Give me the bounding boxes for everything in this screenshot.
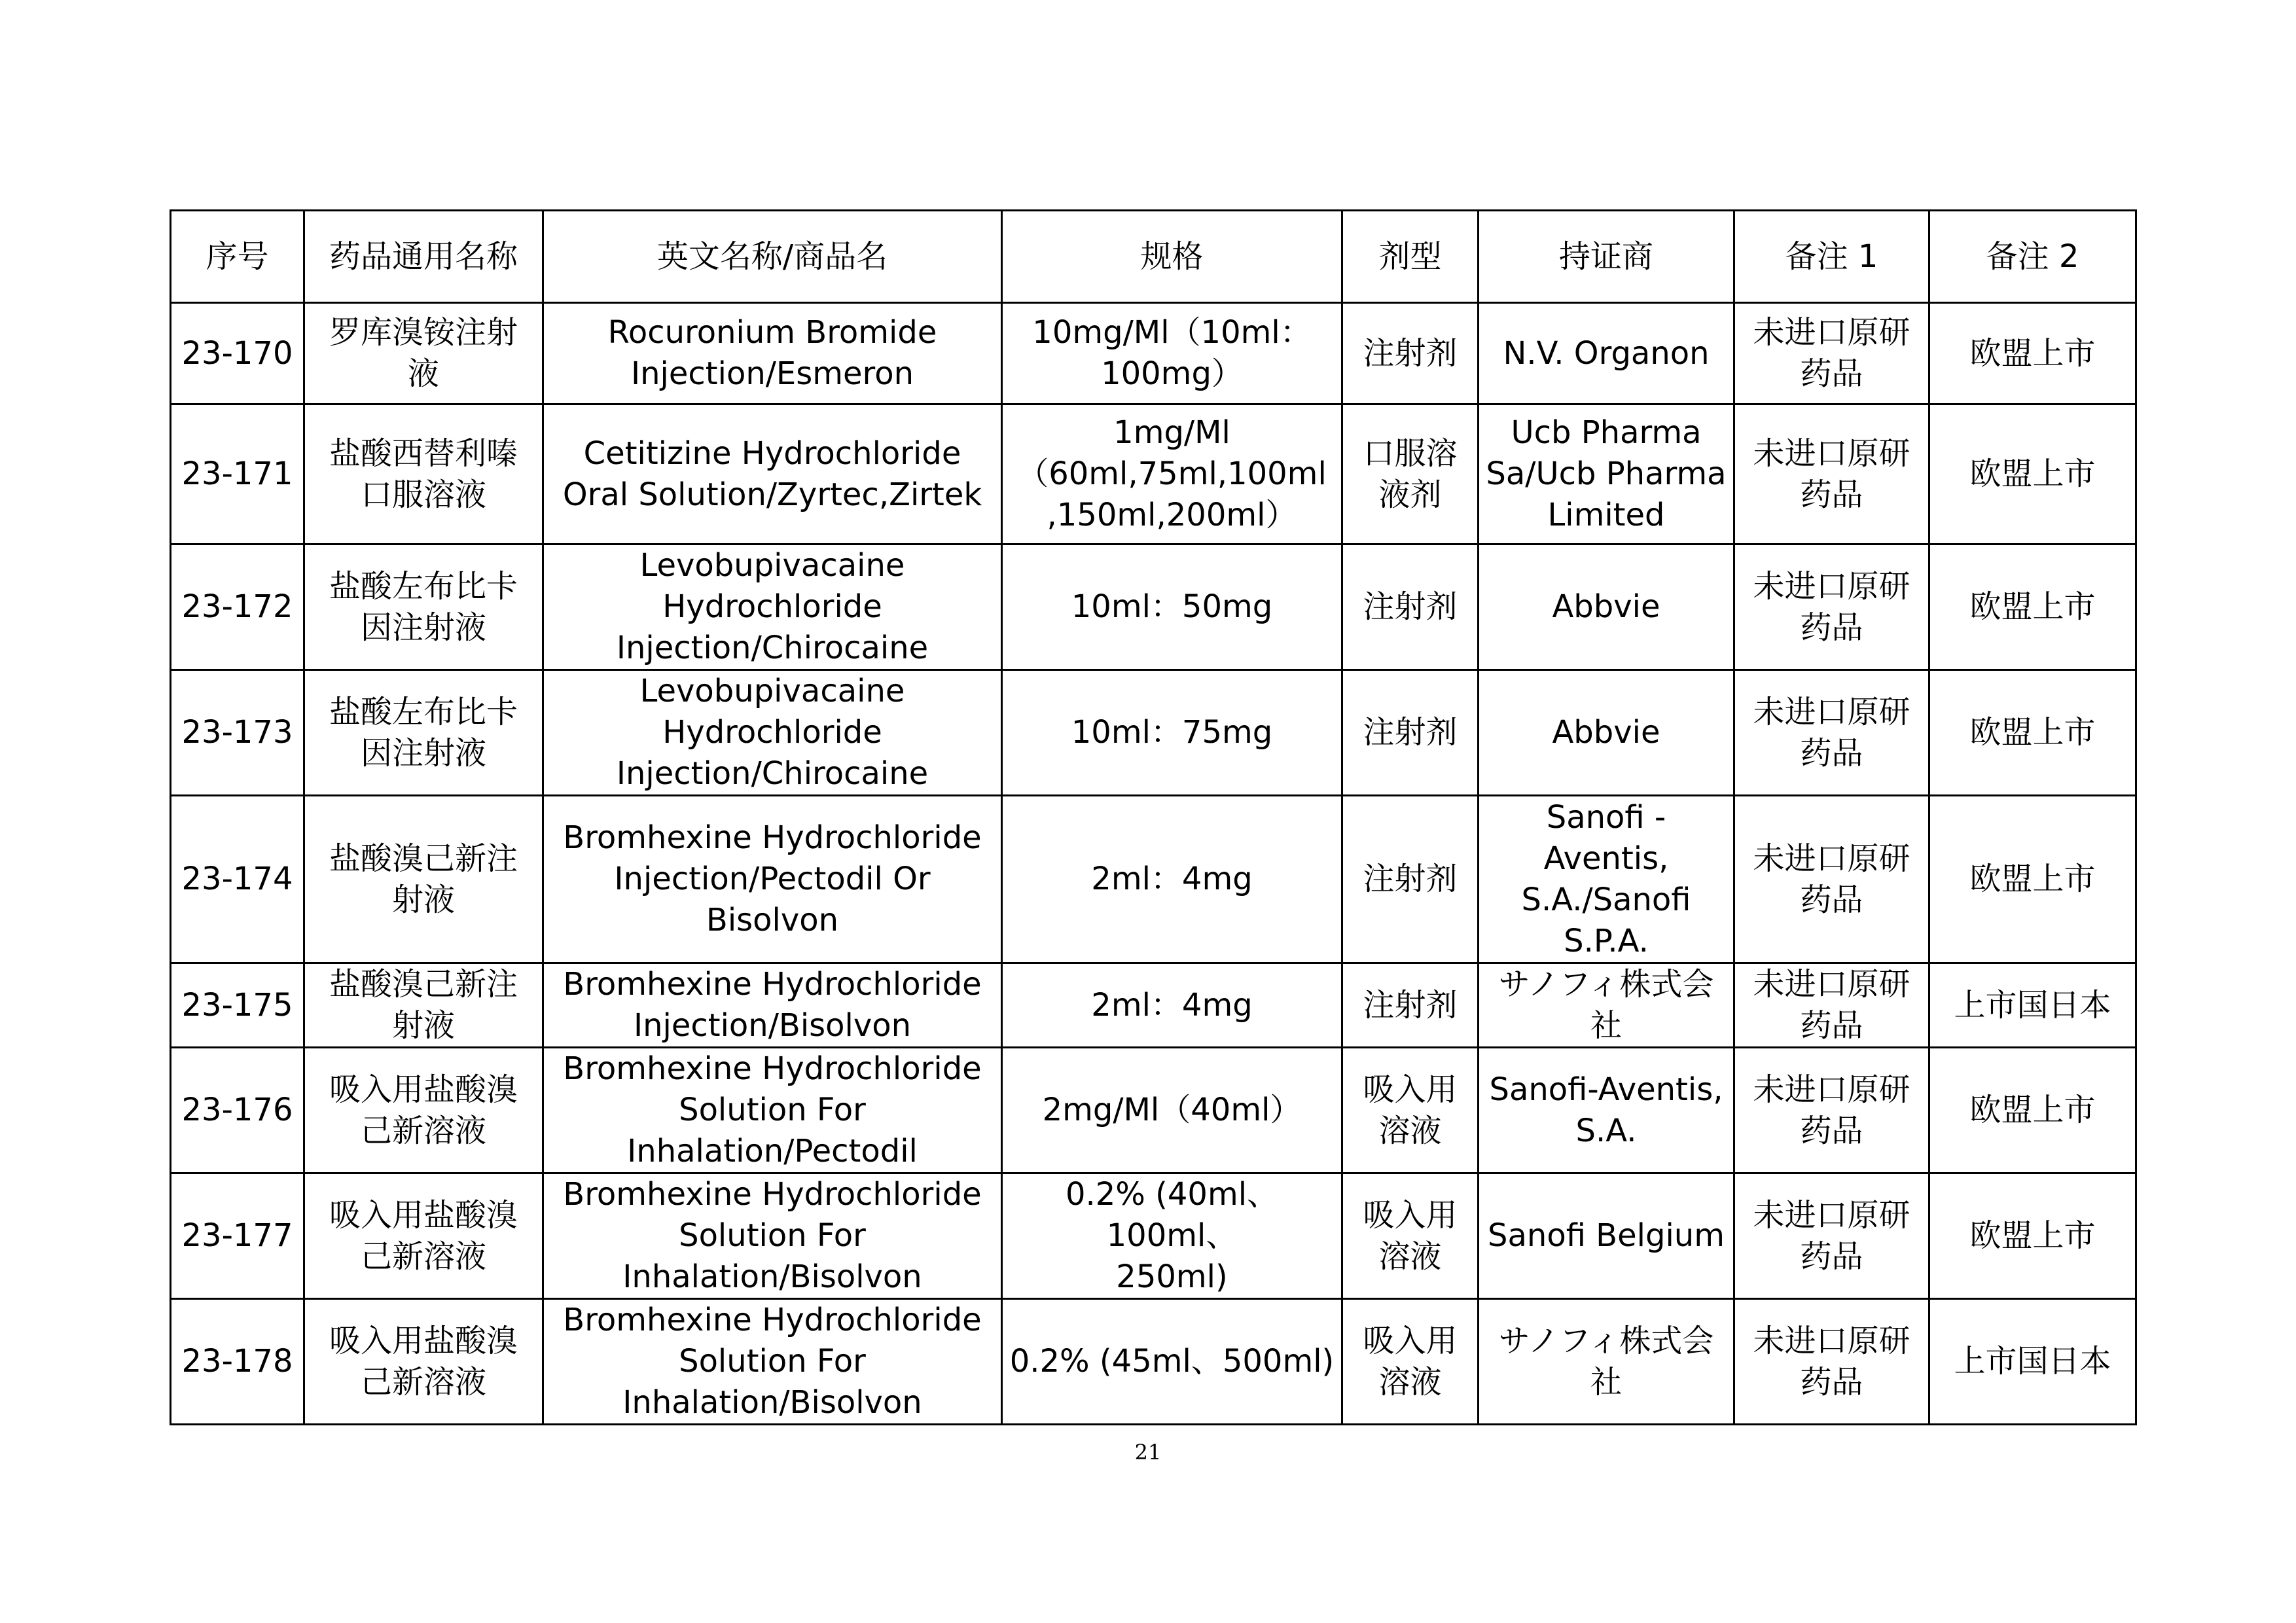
- cell-note-1: 未进口原研 药品: [1734, 544, 1929, 670]
- cell-serial-number: 23-174: [171, 796, 304, 963]
- table-row: [171, 796, 2136, 963]
- cell-specification: 1mg/Ml （60ml,75ml,100ml ,150ml,200ml）: [1002, 404, 1342, 544]
- cell-english-name: Rocuronium Bromide Injection/Esmeron: [543, 303, 1002, 404]
- cell-note-1: 未进口原研 药品: [1734, 303, 1929, 404]
- cell-serial-number: 23-172: [171, 544, 304, 670]
- cell-note-1: 未进口原研 药品: [1734, 963, 1929, 1048]
- cell-license-holder: サノフィ株式会 社: [1479, 1299, 1734, 1425]
- cell-english-name: Cetitizine Hydrochloride Oral Solution/Zyrtec,Zirtek: [543, 404, 1002, 544]
- page-number: 21: [1134, 1440, 1162, 1465]
- cell-note-1: 未进口原研 药品: [1734, 404, 1929, 544]
- table-row: [171, 303, 2136, 404]
- table-row: [171, 1048, 2136, 1173]
- cell-serial-number: 23-175: [171, 963, 304, 1048]
- header-serial-number: 序号: [171, 211, 304, 303]
- cell-english-name: Levobupivacaine Hydrochloride Injection/Chirocaine: [543, 670, 1002, 796]
- table-row: [171, 544, 2136, 670]
- drug-list-table: [170, 209, 2137, 1425]
- cell-generic-name: 盐酸左布比卡 因注射液: [304, 544, 543, 670]
- cell-dosage-form: 吸入用 溶液: [1342, 1048, 1479, 1173]
- cell-license-holder: Sanofi Belgium: [1479, 1173, 1734, 1299]
- cell-specification: 2ml：4mg: [1002, 796, 1342, 963]
- cell-note-2: 欧盟上市: [1929, 303, 2136, 404]
- cell-serial-number: 23-176: [171, 1048, 304, 1173]
- cell-english-name: Levobupivacaine Hydrochloride Injection/Chirocaine: [543, 544, 1002, 670]
- cell-note-2: 欧盟上市: [1929, 670, 2136, 796]
- cell-english-name: Bromhexine Hydrochloride Injection/Bisolvon: [543, 963, 1002, 1048]
- cell-english-name: Bromhexine Hydrochloride Solution For Inhalation/Pectodil: [543, 1048, 1002, 1173]
- cell-dosage-form: 注射剂: [1342, 963, 1479, 1048]
- header-row: [171, 211, 2136, 303]
- cell-dosage-form: 吸入用 溶液: [1342, 1173, 1479, 1299]
- cell-license-holder: N.V. Organon: [1479, 303, 1734, 404]
- cell-note-2: 欧盟上市: [1929, 1173, 2136, 1299]
- cell-english-name: Bromhexine Hydrochloride Injection/Pectodil Or Bisolvon: [543, 796, 1002, 963]
- table-row: [171, 1299, 2136, 1425]
- cell-dosage-form: 注射剂: [1342, 303, 1479, 404]
- cell-note-1: 未进口原研 药品: [1734, 1048, 1929, 1173]
- table-row: [171, 1173, 2136, 1299]
- cell-generic-name: 盐酸溴己新注 射液: [304, 963, 543, 1048]
- table-row: [171, 404, 2136, 544]
- header-license-holder: 持证商: [1479, 211, 1734, 303]
- cell-note-2: 欧盟上市: [1929, 796, 2136, 963]
- cell-license-holder: サノフィ株式会 社: [1479, 963, 1734, 1048]
- cell-serial-number: 23-170: [171, 303, 304, 404]
- cell-note-1: 未进口原研 药品: [1734, 1299, 1929, 1425]
- header-note-2: 备注 2: [1929, 211, 2136, 303]
- cell-note-1: 未进口原研 药品: [1734, 1173, 1929, 1299]
- table-body: [171, 303, 2136, 1425]
- header-note-1: 备注 1: [1734, 211, 1929, 303]
- cell-dosage-form: 注射剂: [1342, 544, 1479, 670]
- cell-specification: 10ml：50mg: [1002, 544, 1342, 670]
- cell-license-holder: Sanofi - Aventis, S.A./Sanofi S.P.A.: [1479, 796, 1734, 963]
- header-english-name: 英文名称/商品名: [543, 211, 1002, 303]
- cell-note-2: 上市国日本: [1929, 1299, 2136, 1425]
- cell-generic-name: 盐酸左布比卡 因注射液: [304, 670, 543, 796]
- cell-serial-number: 23-171: [171, 404, 304, 544]
- cell-generic-name: 吸入用盐酸溴 己新溶液: [304, 1299, 543, 1425]
- cell-specification: 2mg/Ml（40ml）: [1002, 1048, 1342, 1173]
- cell-english-name: Bromhexine Hydrochloride Solution For Inhalation/Bisolvon: [543, 1299, 1002, 1425]
- cell-note-1: 未进口原研 药品: [1734, 670, 1929, 796]
- cell-serial-number: 23-173: [171, 670, 304, 796]
- table-header: [171, 211, 2136, 303]
- cell-serial-number: 23-178: [171, 1299, 304, 1425]
- cell-dosage-form: 吸入用 溶液: [1342, 1299, 1479, 1425]
- cell-english-name: Bromhexine Hydrochloride Solution For Inhalation/Bisolvon: [543, 1173, 1002, 1299]
- cell-dosage-form: 注射剂: [1342, 670, 1479, 796]
- cell-note-2: 欧盟上市: [1929, 544, 2136, 670]
- drug-list-table-container: [170, 209, 2135, 1425]
- cell-specification: 10ml：75mg: [1002, 670, 1342, 796]
- cell-note-2: 欧盟上市: [1929, 1048, 2136, 1173]
- cell-specification: 2ml：4mg: [1002, 963, 1342, 1048]
- header-specification: 规格: [1002, 211, 1342, 303]
- table-row: [171, 963, 2136, 1048]
- cell-license-holder: Abbvie: [1479, 544, 1734, 670]
- cell-note-2: 欧盟上市: [1929, 404, 2136, 544]
- cell-note-1: 未进口原研 药品: [1734, 796, 1929, 963]
- cell-dosage-form: 口服溶 液剂: [1342, 404, 1479, 544]
- cell-specification: 0.2% (45ml、500ml): [1002, 1299, 1342, 1425]
- cell-generic-name: 吸入用盐酸溴 己新溶液: [304, 1173, 543, 1299]
- cell-generic-name: 吸入用盐酸溴 己新溶液: [304, 1048, 543, 1173]
- cell-license-holder: Ucb Pharma Sa/Ucb Pharma Limited: [1479, 404, 1734, 544]
- cell-note-2: 上市国日本: [1929, 963, 2136, 1048]
- cell-license-holder: Sanofi-Aventis, S.A.: [1479, 1048, 1734, 1173]
- cell-generic-name: 罗库溴铵注射 液: [304, 303, 543, 404]
- cell-dosage-form: 注射剂: [1342, 796, 1479, 963]
- header-dosage-form: 剂型: [1342, 211, 1479, 303]
- cell-generic-name: 盐酸溴己新注 射液: [304, 796, 543, 963]
- table-row: [171, 670, 2136, 796]
- cell-specification: 0.2% (40ml、100ml、 250ml): [1002, 1173, 1342, 1299]
- cell-specification: 10mg/Ml（10ml： 100mg）: [1002, 303, 1342, 404]
- header-generic-name: 药品通用名称: [304, 211, 543, 303]
- cell-generic-name: 盐酸西替利嗪 口服溶液: [304, 404, 543, 544]
- cell-license-holder: Abbvie: [1479, 670, 1734, 796]
- cell-serial-number: 23-177: [171, 1173, 304, 1299]
